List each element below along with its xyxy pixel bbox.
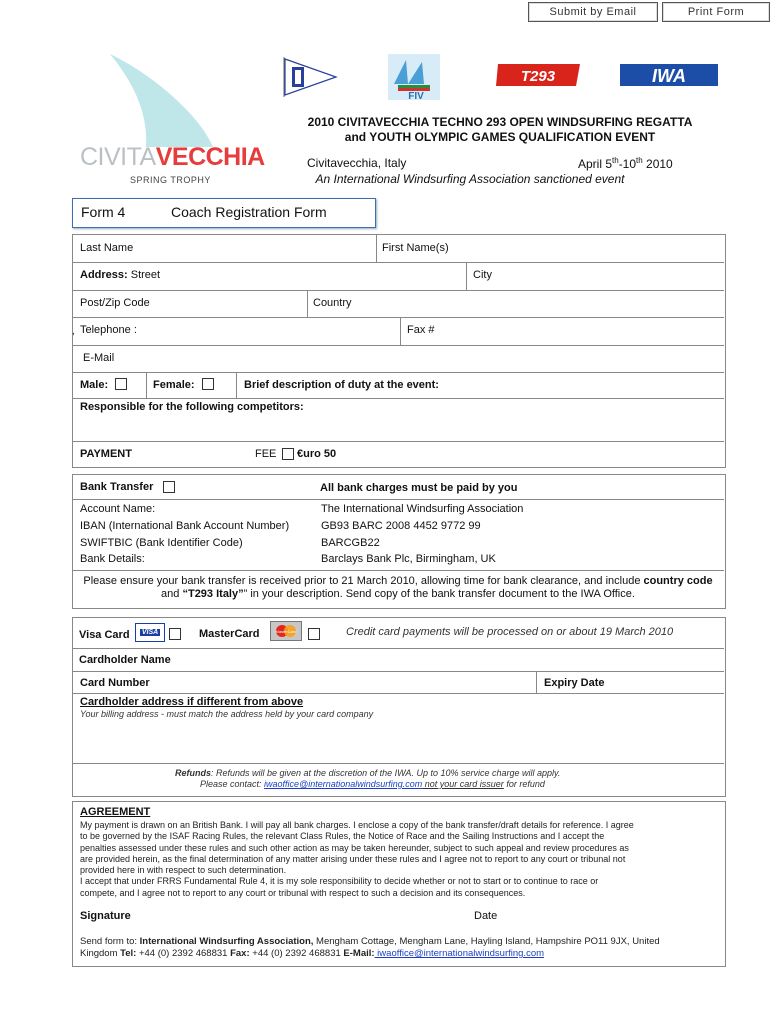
svg-text:T293: T293 — [520, 68, 556, 85]
agreement-title: AGREEMENT — [80, 806, 151, 818]
svg-text:FIV: FIV — [408, 91, 424, 100]
fee-checkbox[interactable] — [282, 448, 294, 460]
office-email-link[interactable]: iwaoffice@internationalwindsurfing.com — [374, 948, 545, 959]
swift-label: SWIFTBIC (Bank Identifier Code) — [80, 537, 243, 549]
t293-logo-icon — [494, 60, 584, 90]
card-processing-note: Credit card payments will be processed on or about 19 March 2010 — [346, 626, 674, 638]
male-checkbox[interactable] — [115, 378, 127, 390]
iwa-logo-icon — [620, 62, 718, 88]
first-name-field[interactable]: First Name(s) — [382, 242, 449, 254]
bank-transfer-checkbox[interactable] — [163, 481, 175, 493]
postcode-field[interactable]: Post/Zip Code — [80, 297, 150, 309]
telephone-field[interactable]: Telephone : — [80, 324, 137, 336]
sanction-note: An International Windsurfing Association sanctioned event — [315, 172, 625, 186]
fax-field[interactable]: Fax # — [407, 324, 435, 336]
mastercard-logo-icon — [270, 621, 302, 641]
visa-logo-icon: VISA — [135, 623, 165, 642]
bank-details-label: Bank Details: — [80, 553, 145, 565]
visa-checkbox[interactable] — [169, 628, 181, 640]
male-label: Male: — [80, 379, 109, 391]
duty-field[interactable]: Brief description of duty at the event: — [244, 379, 439, 391]
cardholder-address-field[interactable]: Cardholder address if different from above — [80, 696, 304, 708]
last-name-field[interactable]: Last Name — [80, 242, 134, 254]
spring-trophy-label: SPRING TROPHY — [130, 175, 211, 185]
fee-label: FEE — [255, 448, 277, 460]
bank-charges-note: All bank charges must be paid by you — [320, 482, 518, 494]
expiry-date-field[interactable]: Expiry Date — [544, 677, 605, 689]
svg-text:MasterCard: MasterCard — [275, 629, 297, 634]
fee-amount: €uro 50 — [297, 448, 337, 460]
iban-value: GB93 BARC 2008 4452 9772 99 — [321, 520, 481, 532]
account-name-label: Account Name: — [80, 503, 156, 515]
event-title: 2010 CIVITAVECCHIA TECHNO 293 OPEN WINDSURFING REGATTA and YOUTH OLYMPIC GAMES QUALIFICATION EVENT — [307, 115, 693, 144]
female-checkbox[interactable] — [202, 378, 214, 390]
civitavecchia-logo: CIVITAVECCHIA — [80, 143, 265, 171]
female-label: Female: — [153, 379, 195, 391]
submit-by-email-button[interactable]: Submit by Email — [528, 2, 658, 22]
print-form-button[interactable]: Print Form — [662, 2, 770, 22]
pennant-flag-icon — [280, 55, 340, 99]
send-form-address: Send form to: International Windsurfing Association, Mengham Cottage, Mengham Lane, Hayling Island, Hampshire PO11 9JX, United Kingdom Tel: +44 (0) 2392 468831 Fax: +44 (0) 2392 468831 E-Mail: iwaoffice@internationalwindsurfing.com — [80, 936, 660, 959]
bank-transfer-label: Bank Transfer — [80, 481, 154, 493]
bank-details-value: Barclays Bank Plc, Birmingham, UK — [321, 553, 496, 565]
iban-label: IBAN (International Bank Account Number) — [80, 520, 290, 532]
email-field[interactable]: E-Mail — [83, 352, 115, 364]
payment-label: PAYMENT — [80, 448, 132, 460]
bank-transfer-note: Please ensure your bank transfer is received prior to 21 March 2010, allowing time for bank clearance, and include country code and “T293 Italy”” in your description. Send copy of the bank transfer document to the IWA Office. — [83, 575, 713, 600]
card-number-field[interactable]: Card Number — [80, 677, 150, 689]
signature-field[interactable]: Signature — [80, 910, 131, 922]
fiv-logo-icon — [388, 54, 440, 100]
visa-label: Visa Card — [79, 629, 130, 641]
date-field[interactable]: Date — [474, 910, 498, 922]
agreement-text: My payment is drawn on an British Bank. I will pay all bank charges. I enclose a copy of the bank transfer/draft details for reference. I agree to be governed by the ISAF Racing Rules, the relevant Class Rules, the Notice of Race and the Sailing Instructions and I accept the penalties assessed under these rules and such other action as may be taken hereunder, subject to such appeal and review procedures as are provided herein, as the final determination of any matter arising under these rules and I agree not to report to any court or tribunal not provided here in with respect to such determination. I accept that under FRRS Fundamental Rule 4, it is my sole responsibility to decide whether or not to start or to continue to race or compete, and I agree not to report to any court or tribunal with respect to such a decision and its consequences. — [80, 820, 634, 898]
event-date: April 5th-10th 2010 — [578, 156, 673, 171]
address-street-field[interactable]: Address: Street — [80, 269, 161, 281]
refund-email-link[interactable]: iwaoffice@internationalwindsurfing.com — [264, 779, 423, 789]
billing-address-note: Your billing address - must match the address held by your card company — [80, 709, 374, 719]
country-field[interactable]: Country — [313, 297, 352, 309]
personal-info-section — [72, 234, 726, 468]
svg-text:IWA: IWA — [652, 66, 686, 86]
refund-contact: Please contact: iwaoffice@internationalwindsurfing.com not your card issuer for refund — [200, 779, 545, 789]
cardholder-name-field[interactable]: Cardholder Name — [79, 654, 171, 666]
account-name-value: The International Windsurfing Association — [321, 503, 524, 515]
city-field[interactable]: City — [473, 269, 492, 281]
form-title-box: Form 4 Coach Registration Form — [72, 198, 376, 228]
mastercard-label: MasterCard — [199, 628, 260, 640]
mastercard-checkbox[interactable] — [308, 628, 320, 640]
swift-value: BARCGB22 — [321, 537, 380, 549]
refunds-note: Refunds: Refunds will be given at the discretion of the IWA. Up to 10% service charge will apply. — [175, 768, 561, 778]
event-place: Civitavecchia, Italy — [307, 156, 407, 170]
comma-mark: , — [72, 326, 75, 337]
responsible-competitors-field[interactable]: Responsible for the following competitors: — [80, 401, 304, 413]
